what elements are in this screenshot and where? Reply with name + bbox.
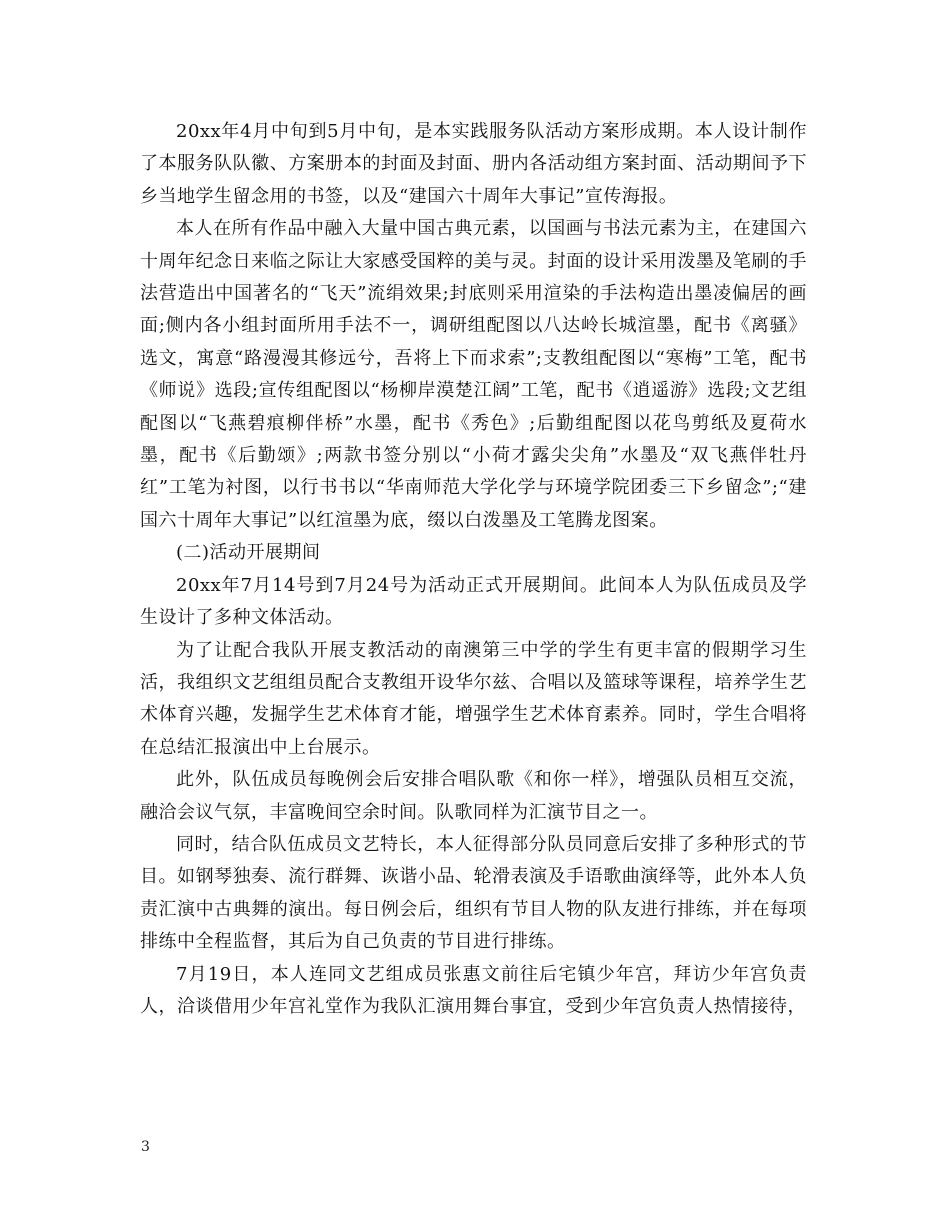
paragraph-classical-elements: 本人在所有作品中融入大量中国古典元素，以国画与书法元素为主，在建国六十周年纪念日来临之际让大家感受国粹的美与灵。封面的设计采用泼墨及笔刷的手法营造出中国著名的“飞天”流绢效果;封底则采用渲染的手法构造出墨凌偏居的画面;侧内各小组封面所用手法不一，调研组配图以八达岭长城渲墨，配书《离骚》选文，寓意“路漫漫其修远兮，吾将上下而求索”;支教组配图以“寒梅”工笔，配书《师说》选段;宣传组配图以“杨柳岸漠楚江阔”工笔，配书《逍遥游》选段;文艺组配图以“飞燕碧痕柳伴桥”水墨，配书《秀色》;后勤组配图以花鸟剪纸及夏荷水墨，配书《后勤颂》;两款书签分别以“小荷才露尖尖角”水墨及“双飞燕伴牡丹红”工笔为衬图，以行书书以“华南师范大学化学与环境学院团委三下乡留念”;“建国六十周年大事记”以红渲墨为底，缀以白泼墨及工笔腾龙图案。 bbox=[140, 218, 807, 531]
paragraph-activity-dates: 20xx年7月14号到7月24号为活动正式开展期间。此间本人为队伍成员及学生设计了多种文体活动。 bbox=[140, 574, 807, 629]
page-number: 3 bbox=[141, 1139, 150, 1155]
paragraph-performance-programs: 同时，结合队伍成员文艺特长，本人征得部分队员同意后安排了多种形式的节目。如钢琴独奏、流行群舞、诙谐小品、轮滑表演及手语歌曲演绎等，此外本人负责汇演中古典舞的演出。每日例会后，组织有节目人物的队友进行排练，并在每项排练中全程监督，其后为自己负责的节目进行排练。 bbox=[140, 833, 807, 953]
paragraph-team-song: 此外，队伍成员每晚例会后安排合唱队歌《和你一样》，增强队员相互交流，融洽会议气氛，丰富晚间空余时间。队歌同样为汇演节目之一。 bbox=[140, 769, 807, 823]
document-body bbox=[140, 116, 807, 1023]
paragraph-teaching-courses: 为了让配合我队开展支教活动的南澳第三中学的学生有更丰富的假期学习生活，我组织文艺组组员配合支教组开设华尔兹、合唱以及篮球等课程，培养学生艺术体育兴趣，发掘学生艺术体育才能，增强学生艺术体育素养。同时，学生合唱将在总结汇报演出中上台展示。 bbox=[140, 639, 807, 758]
paragraph-youth-palace-visit: 7月19日，本人连同文艺组成员张惠文前往后宅镇少年宫，拜访少年宫负责人，洽谈借用少年宫礼堂作为我队汇演用舞台事宜，受到少年宫负责人热情接待， bbox=[140, 963, 807, 1017]
section-heading-activity-period: (二)活动开展期间 bbox=[176, 542, 321, 564]
paragraph-design-period: 20xx年4月中旬到5月中旬，是本实践服务队活动方案形成期。本人设计制作了本服务队队徽、方案册本的封面及封面、册内各活动组方案封面、活动期间予下乡当地学生留念用的书签，以及“建国六十周年大事记”宣传海报。 bbox=[140, 121, 807, 207]
